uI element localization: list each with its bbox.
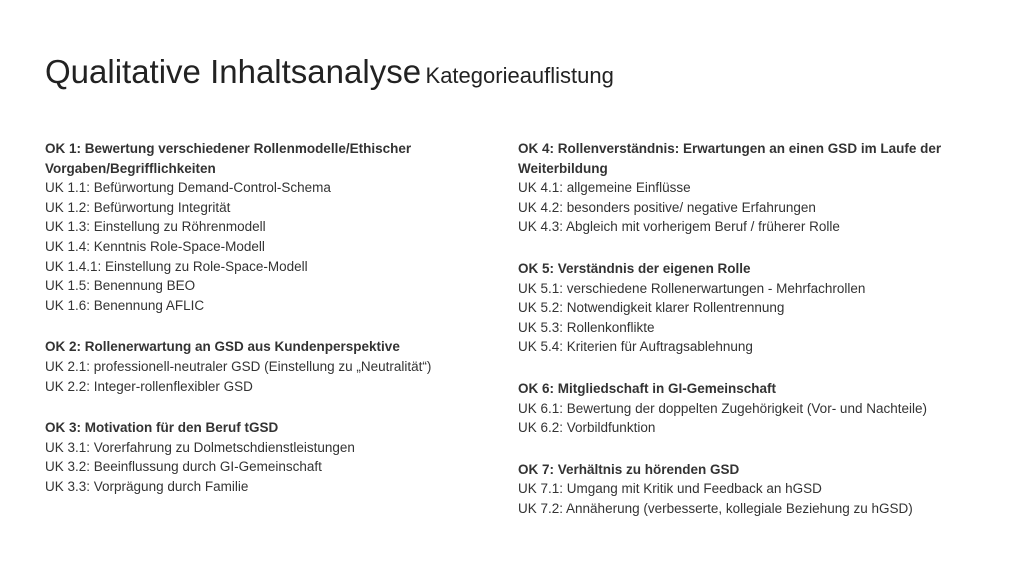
uk-item: UK 7.1: Umgang mit Kritik und Feedback an hGSD [518,481,822,497]
slide-title [45,55,614,88]
uk-item: UK 1.6: Benennung AFLIC [45,297,205,313]
ok-heading: OK 1: Bewertung verschiedener Rollenmodelle/Ethischer Vorgaben/Begrifflichkeiten [45,141,412,176]
uk-item: UK 7.2: Annäherung (verbesserte, kollegiale Beziehung zu hGSD) [518,500,913,516]
ok-heading: OK 5: Verständnis der eigenen Rolle [518,260,751,276]
category-ok6 [518,379,988,438]
category-ok1 [45,139,485,315]
ok-heading: OK 3: Motivation für den Beruf tGSD [45,420,279,436]
slide-title-main: Qualitative Inhaltsanalyse [45,53,422,90]
uk-item: UK 4.2: besonders positive/ negative Erfahrungen [518,199,816,215]
uk-item: UK 4.1: allgemeine Einflüsse [518,180,691,196]
uk-item: UK 3.1: Vorerfahrung zu Dolmetschdienstleistungen [45,439,355,455]
category-ok3 [45,418,485,496]
uk-item: UK 5.1: verschiedene Rollenerwartungen - Mehrfachrollen [518,280,866,296]
category-ok4 [518,139,988,237]
uk-item: UK 4.3: Abgleich mit vorherigem Beruf / früherer Rolle [518,219,840,235]
slide-title-sub: Kategorieauflistung [425,63,614,88]
uk-item: UK 5.2: Notwendigkeit klarer Rollentrennung [518,300,785,316]
uk-item: UK 1.1: Befürwortung Demand-Control-Schema [45,180,331,196]
uk-item: UK 1.3: Einstellung zu Röhrenmodell [45,219,266,235]
right-column [518,139,988,541]
ok-heading: OK 6: Mitgliedschaft in GI-Gemeinschaft [518,380,777,396]
uk-item: UK 6.2: Vorbildfunktion [518,420,656,436]
category-ok2 [45,337,485,396]
category-ok7 [518,460,988,519]
left-column [45,139,485,519]
uk-item: UK 3.3: Vorprägung durch Familie [45,478,249,494]
uk-item: UK 6.1: Bewertung der doppelten Zugehörigkeit (Vor- und Nachteile) [518,400,927,416]
uk-item: UK 1.5: Benennung BEO [45,278,196,294]
uk-item: UK 2.2: Integer-rollenflexibler GSD [45,378,253,394]
ok-heading: OK 2: Rollenerwartung an GSD aus Kundenperspektive [45,339,400,355]
uk-item: UK 5.3: Rollenkonflikte [518,319,655,335]
ok-heading: OK 7: Verhältnis zu hörenden GSD [518,461,740,477]
uk-item: UK 1.4.1: Einstellung zu Role-Space-Modell [45,258,308,274]
uk-item: UK 5.4: Kriterien für Auftragsablehnung [518,339,753,355]
uk-item: UK 3.2: Beeinflussung durch GI-Gemeinschaft [45,459,322,475]
uk-item: UK 2.1: professionell-neutraler GSD (Einstellung zu „Neutralität“) [45,358,432,374]
uk-item: UK 1.4: Kenntnis Role-Space-Modell [45,238,265,254]
uk-item: UK 1.2: Befürwortung Integrität [45,199,231,215]
ok-heading: OK 4: Rollenverständnis: Erwartungen an einen GSD im Laufe der Weiterbildung [518,141,942,176]
category-ok5 [518,259,988,357]
